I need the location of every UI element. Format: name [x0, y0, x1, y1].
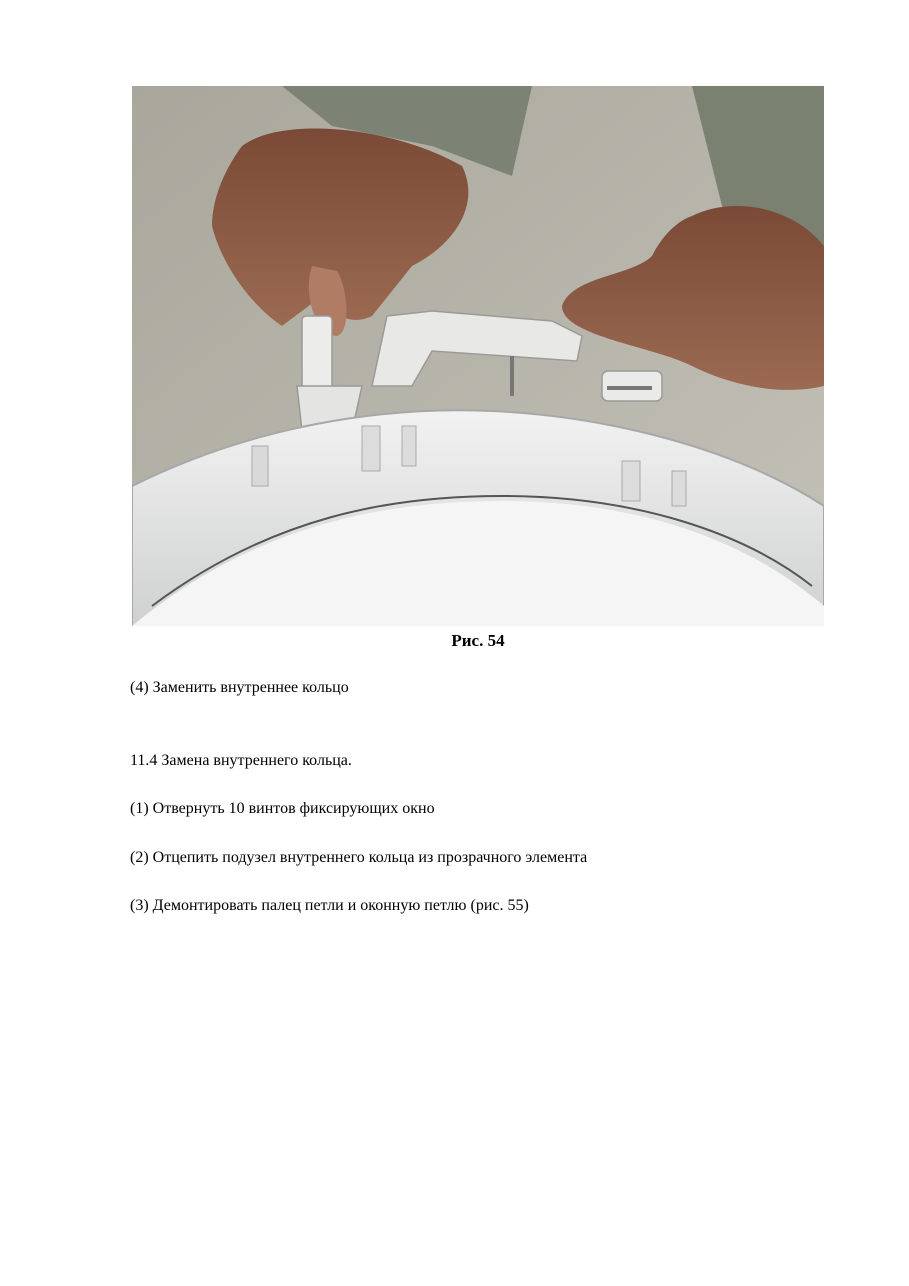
step-1-text: (1) Отвернуть 10 винтов фиксирующих окно: [130, 800, 435, 817]
step-4-text: (4) Заменить внутреннее кольцо: [130, 679, 349, 696]
section-heading: 11.4 Замена внутреннего кольца.: [130, 752, 352, 769]
figure-caption: Рис. 54: [451, 631, 505, 650]
figure-photo: [132, 86, 824, 626]
step-3-text: (3) Демонтировать палец петли и оконную петлю (рис. 55): [130, 897, 529, 914]
step-2-text: (2) Отцепить подузел внутреннего кольца из прозрачного элемента: [130, 849, 588, 866]
